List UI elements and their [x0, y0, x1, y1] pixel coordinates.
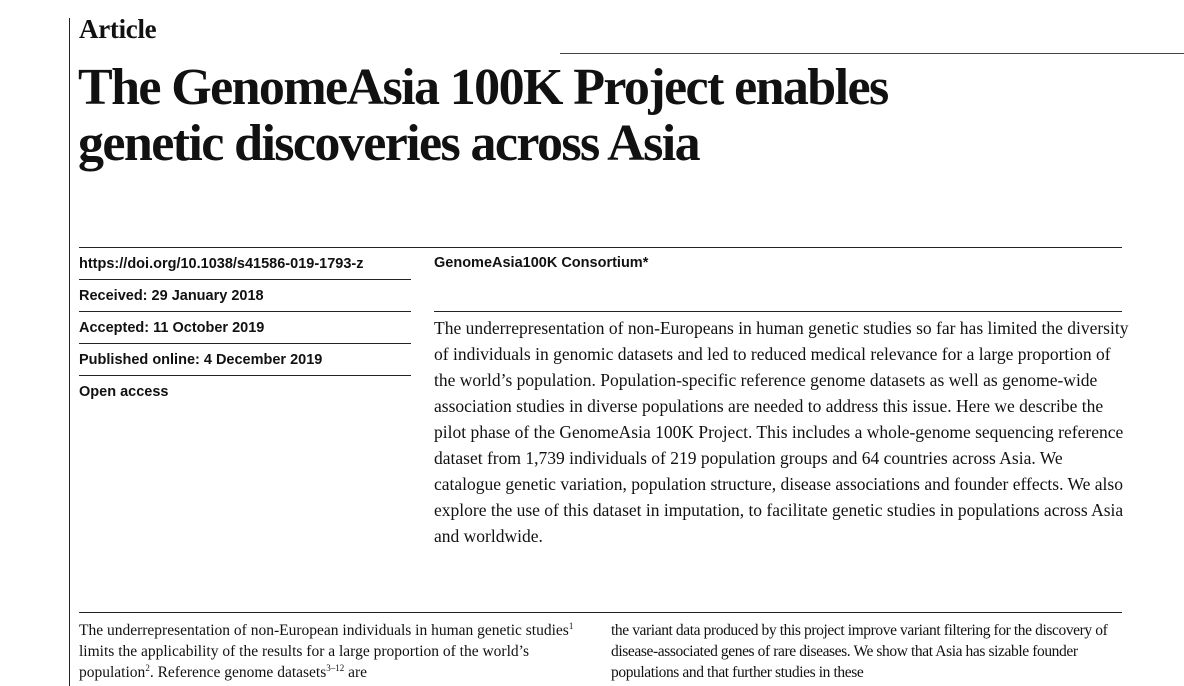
citation-ref-1[interactable]: 1	[568, 620, 574, 631]
body-left-text-2: limits the applicability of the results for a large proportion of the world’s population	[79, 643, 529, 681]
article-title	[78, 60, 1078, 172]
title-line-2: genetic discoveries across Asia	[78, 115, 699, 172]
meta-rule-4	[79, 375, 411, 376]
body-column-left	[79, 620, 599, 683]
title-line-1: The GenomeAsia 100K Project enables	[78, 59, 888, 116]
received-date: Received: 29 January 2018	[79, 288, 264, 304]
meta-rule-3	[79, 343, 411, 344]
consortium-rule	[434, 311, 1122, 312]
author-consortium[interactable]: GenomeAsia100K Consortium*	[434, 255, 649, 271]
citation-ref-2[interactable]: 2	[145, 662, 150, 673]
margin-rule	[69, 18, 70, 686]
abstract: The underrepresentation of non-Europeans in human genetic studies so far has limited the diversity of individuals in genomic datasets and led to reduced medical relevance for a large proportion of the world’s population. Population-specific reference genome datasets as well as genome-wide association studies in diverse populations are needed to address this issue. Here we describe the pilot phase of the GenomeAsia 100K Project. This includes a whole-genome sequencing reference dataset from 1,739 individuals of 219 population groups and 64 countries across Asia. We catalogue genetic variation, population structure, disease associations and founder effects. We also explore the use of this dataset in imputation, to facilitate genetic studies in populations across Asia and worldwide.	[434, 318, 1129, 546]
body-left-text-3: . Reference genome datasets	[149, 664, 327, 681]
body-column-right: the variant data produced by this project improve variant filtering for the discovery of disease-associated genes of rare diseases. We show that Asia has sizable founder populations and that further studies in these	[611, 622, 1108, 681]
open-access-label: Open access	[79, 384, 169, 400]
header-rule	[560, 53, 1184, 54]
accepted-date: Accepted: 11 October 2019	[79, 320, 265, 336]
citation-ref-3[interactable]: 3–12	[326, 662, 345, 673]
doi-link[interactable]: https://doi.org/10.1038/s41586-019-1793-z	[79, 256, 364, 272]
body-top-rule	[79, 612, 1122, 613]
meta-rule-2	[79, 311, 411, 312]
body-left-text-4: are	[344, 664, 368, 681]
body-left-text-1: The underrepresentation of non-European individuals in human genetic studies	[79, 622, 569, 639]
published-date: Published online: 4 December 2019	[79, 352, 323, 368]
meta-rule-1	[79, 279, 411, 280]
article-type-label: Article	[79, 14, 157, 44]
meta-top-rule	[79, 247, 1122, 248]
